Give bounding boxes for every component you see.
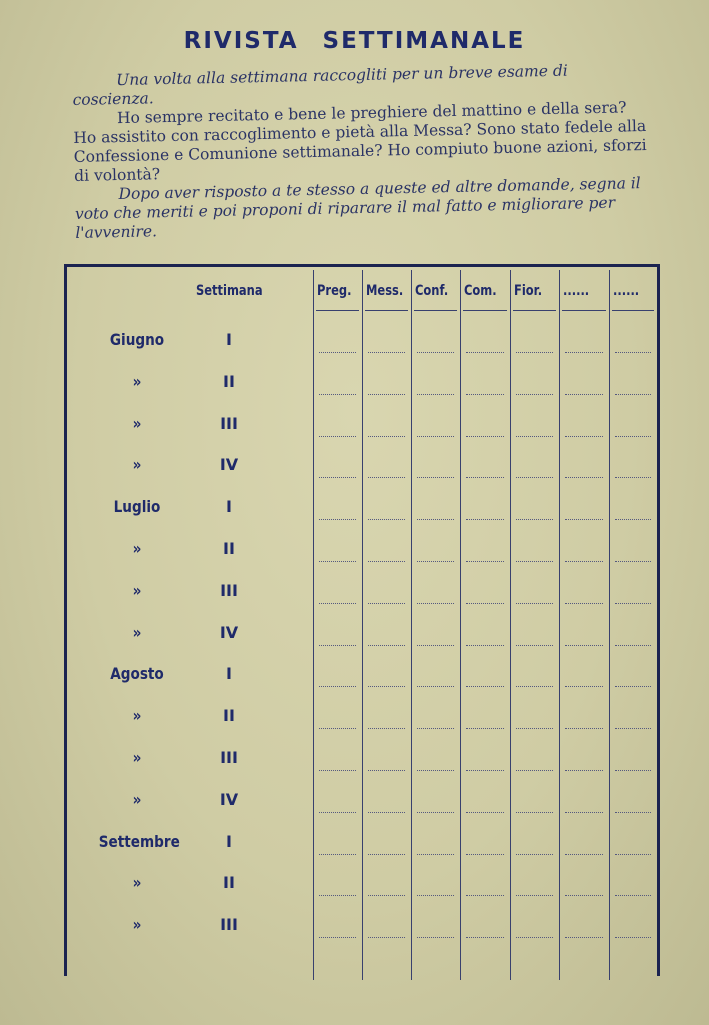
entry-cell[interactable] xyxy=(466,477,504,478)
entry-cell[interactable] xyxy=(466,436,504,437)
entry-cell[interactable] xyxy=(466,394,504,395)
entry-cell[interactable] xyxy=(417,937,454,938)
row-month: » xyxy=(132,915,142,935)
entry-cell[interactable] xyxy=(417,812,454,813)
row-week: II xyxy=(223,873,235,893)
row-week: III xyxy=(220,413,238,433)
row-month: » xyxy=(132,706,142,726)
entry-cell[interactable] xyxy=(565,519,603,520)
row-week: II xyxy=(223,706,235,726)
entry-cell[interactable] xyxy=(466,812,504,813)
entry-cell[interactable] xyxy=(319,728,356,729)
row-week: III xyxy=(220,915,238,935)
entry-cell[interactable] xyxy=(417,436,454,437)
header-underline xyxy=(414,310,457,311)
header-underline xyxy=(513,310,556,311)
entry-cell[interactable] xyxy=(565,436,603,437)
row-month: Settembre xyxy=(98,831,180,851)
entry-cell[interactable] xyxy=(417,854,454,855)
entry-cell[interactable] xyxy=(516,477,553,478)
entry-cell[interactable] xyxy=(466,603,504,604)
row-week: IV xyxy=(219,622,239,642)
row-week: I xyxy=(226,330,232,349)
column-divider xyxy=(313,270,314,980)
entry-cell[interactable] xyxy=(615,645,651,646)
row-month: » xyxy=(132,455,142,475)
column-divider xyxy=(559,270,560,980)
row-month: » xyxy=(132,371,142,391)
entry-cell[interactable] xyxy=(565,728,603,729)
entry-cell[interactable] xyxy=(368,603,405,604)
column-divider xyxy=(510,270,511,980)
row-week: IV xyxy=(219,455,239,475)
row-week: III xyxy=(220,580,238,600)
entry-cell[interactable] xyxy=(368,519,405,520)
entry-cell[interactable] xyxy=(516,645,553,646)
entry-cell[interactable] xyxy=(417,352,454,353)
entry-cell[interactable] xyxy=(466,686,504,687)
entry-cell[interactable] xyxy=(615,477,651,478)
entry-cell[interactable] xyxy=(565,352,603,353)
entry-cell[interactable] xyxy=(319,686,356,687)
entry-cell[interactable] xyxy=(417,603,454,604)
entry-cell[interactable] xyxy=(466,645,504,646)
entry-cell[interactable] xyxy=(516,854,553,855)
row-week: IV xyxy=(219,789,239,809)
header-underline xyxy=(316,310,359,311)
entry-cell[interactable] xyxy=(516,519,553,520)
entry-cell[interactable] xyxy=(615,436,651,437)
entry-cell[interactable] xyxy=(319,895,356,896)
header-underline xyxy=(463,310,507,311)
entry-cell[interactable] xyxy=(368,728,405,729)
column-header: Com. xyxy=(464,283,497,299)
row-month: » xyxy=(132,539,142,558)
entry-cell[interactable] xyxy=(615,770,651,771)
header-underline xyxy=(365,310,408,311)
entry-cell[interactable] xyxy=(417,770,454,771)
entry-cell[interactable] xyxy=(615,603,651,604)
entry-cell[interactable] xyxy=(319,436,356,437)
entry-cell[interactable] xyxy=(466,519,504,520)
entry-cell[interactable] xyxy=(368,436,405,437)
header-underline xyxy=(562,310,606,311)
entry-cell[interactable] xyxy=(466,352,504,353)
entry-cell[interactable] xyxy=(368,937,405,938)
entry-cell[interactable] xyxy=(466,895,504,896)
row-month: » xyxy=(132,413,142,433)
entry-cell[interactable] xyxy=(417,686,454,687)
entry-cell[interactable] xyxy=(368,770,405,771)
entry-cell[interactable] xyxy=(565,561,603,562)
row-month: » xyxy=(132,748,142,767)
column-header: Conf. xyxy=(415,283,449,299)
entry-cell[interactable] xyxy=(319,854,356,855)
entry-cell[interactable] xyxy=(516,895,553,896)
entry-cell[interactable] xyxy=(565,394,603,395)
entry-cell[interactable] xyxy=(466,561,504,562)
entry-cell[interactable] xyxy=(615,812,651,813)
entry-cell[interactable] xyxy=(368,686,405,687)
row-week: I xyxy=(226,831,232,851)
entry-cell[interactable] xyxy=(565,477,603,478)
entry-cell[interactable] xyxy=(516,812,553,813)
row-month: Luglio xyxy=(113,497,161,517)
column-header: Fior. xyxy=(514,283,543,299)
entry-cell[interactable] xyxy=(615,561,651,562)
entry-cell[interactable] xyxy=(565,603,603,604)
entry-cell[interactable] xyxy=(615,895,651,896)
entry-cell[interactable] xyxy=(417,645,454,646)
entry-cell[interactable] xyxy=(368,561,405,562)
entry-cell[interactable] xyxy=(319,352,356,353)
entry-cell[interactable] xyxy=(516,728,553,729)
row-week: II xyxy=(223,539,235,558)
entry-cell[interactable] xyxy=(319,603,356,604)
entry-cell[interactable] xyxy=(516,937,553,938)
entry-cell[interactable] xyxy=(368,477,405,478)
entry-cell[interactable] xyxy=(417,895,454,896)
entry-cell[interactable] xyxy=(516,561,553,562)
column-divider xyxy=(362,270,363,980)
entry-cell[interactable] xyxy=(565,645,603,646)
entry-cell[interactable] xyxy=(615,686,651,687)
entry-cell[interactable] xyxy=(319,477,356,478)
header-underline xyxy=(612,310,654,311)
row-month: » xyxy=(132,622,142,642)
intro-text xyxy=(72,60,655,243)
entry-cell[interactable] xyxy=(368,812,405,813)
entry-cell[interactable] xyxy=(417,477,454,478)
entry-cell[interactable] xyxy=(368,645,405,646)
entry-cell[interactable] xyxy=(565,895,603,896)
page-title: RIVISTA SETTIMANALE xyxy=(183,28,526,54)
entry-cell[interactable] xyxy=(615,394,651,395)
entry-cell[interactable] xyxy=(368,352,405,353)
entry-cell[interactable] xyxy=(615,519,651,520)
entry-cell[interactable] xyxy=(615,352,651,353)
row-month: Agosto xyxy=(110,664,164,684)
entry-cell[interactable] xyxy=(466,728,504,729)
row-week: III xyxy=(220,748,238,767)
column-header: Preg. xyxy=(317,283,352,299)
entry-cell[interactable] xyxy=(417,561,454,562)
entry-cell[interactable] xyxy=(417,519,454,520)
entry-cell[interactable] xyxy=(319,812,356,813)
entry-cell[interactable] xyxy=(516,603,553,604)
intro-paragraph-2: Ho sempre recitato e bene le preghiere del mattino e della sera? Ho assistito con raccoglimento e pietà alla Messa? Sono stato fedele alla Confessione e Comunione settimanale? Ho compiuto buone azioni, sforzi di volontà? xyxy=(73,98,647,185)
entry-cell[interactable] xyxy=(516,352,553,353)
entry-cell[interactable] xyxy=(319,519,356,520)
entry-cell[interactable] xyxy=(417,728,454,729)
entry-cell[interactable] xyxy=(615,937,651,938)
row-month: » xyxy=(132,789,142,809)
entry-cell[interactable] xyxy=(319,937,356,938)
entry-cell[interactable] xyxy=(466,854,504,855)
entry-cell[interactable] xyxy=(516,686,553,687)
row-month: » xyxy=(132,873,142,893)
entry-cell[interactable] xyxy=(417,394,454,395)
entry-cell[interactable] xyxy=(565,937,603,938)
week-column-header: Settimana xyxy=(196,283,263,299)
intro-paragraph-1: Una volta alla settimana raccogliti per un breve esame di coscienza. xyxy=(72,61,568,109)
entry-cell[interactable] xyxy=(565,854,603,855)
entry-cell[interactable] xyxy=(319,770,356,771)
entry-cell[interactable] xyxy=(368,854,405,855)
column-divider xyxy=(609,270,610,980)
entry-cell[interactable] xyxy=(565,770,603,771)
column-header: ...... xyxy=(563,283,590,299)
entry-cell[interactable] xyxy=(466,937,504,938)
intro-paragraph-3: Dopo aver risposto a te stesso a queste ed altre domande, segna il voto che meriti e poi proponi di riparare il mal fatto e migliorare per l'avvenire. xyxy=(74,174,641,242)
entry-cell[interactable] xyxy=(516,436,553,437)
column-divider xyxy=(460,270,461,980)
entry-cell[interactable] xyxy=(615,728,651,729)
entry-cell[interactable] xyxy=(565,812,603,813)
entry-cell[interactable] xyxy=(516,394,553,395)
entry-cell[interactable] xyxy=(319,645,356,646)
row-week: II xyxy=(223,371,235,391)
column-header: ...... xyxy=(613,283,640,299)
entry-cell[interactable] xyxy=(466,770,504,771)
column-divider xyxy=(411,270,412,980)
row-week: I xyxy=(226,664,232,684)
entry-cell[interactable] xyxy=(368,394,405,395)
row-month: Giugno xyxy=(109,330,165,349)
entry-cell[interactable] xyxy=(565,686,603,687)
row-month: » xyxy=(132,580,142,600)
row-week: I xyxy=(226,497,232,517)
entry-cell[interactable] xyxy=(615,854,651,855)
entry-cell[interactable] xyxy=(368,895,405,896)
entry-cell[interactable] xyxy=(319,561,356,562)
column-header: Mess. xyxy=(366,283,404,299)
entry-cell[interactable] xyxy=(516,770,553,771)
entry-cell[interactable] xyxy=(319,394,356,395)
